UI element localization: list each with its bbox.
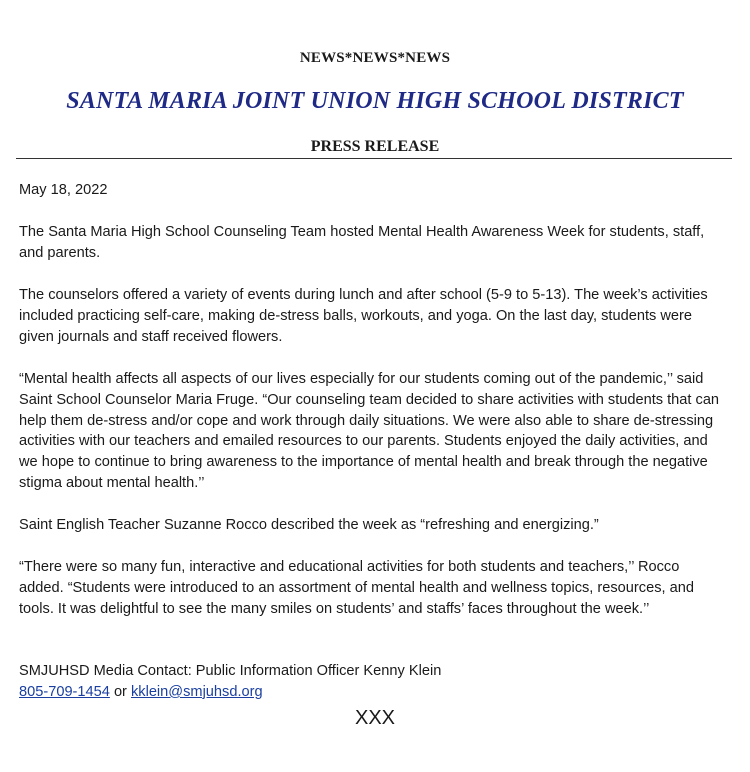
end-mark: XXX [354, 707, 396, 729]
contact-separator: or [109, 683, 131, 700]
paragraph-teacher-description: Saint English Teacher Suzanne Rocco described the week as “refreshing and energizing.” [19, 517, 599, 533]
district-title: SANTA MARIA JOINT UNION HIGH SCHOOL DISTRICT [66, 88, 684, 114]
paragraph-events: The counselors offered a variety of events during lunch and after school (5-9 to 5-13). The week’s activities included practicing self-care, making de-stress balls, workouts, and yoga. On the last day, students were given journals and staff received flowers. [19, 287, 708, 345]
media-contact-details [19, 682, 725, 703]
paragraph-counselor-quote: “Mental health affects all aspects of our lives especially for our students coming out of the pandemic,’’ said Saint School Counselor Maria Fruge. “Our counseling team decided to share activities with students that can help them de-stress and/or cope and work through daily situations. We were also able to share de-stressing activities with our teachers and emailed resources to our parents. Students enjoyed the daily activities, and we hope to continue to bring awareness to the importance of mental health and break through the negative stigma about mental health.’’ [19, 371, 720, 491]
media-contact [19, 661, 725, 703]
paragraph-teacher-quote: “There were so many fun, interactive and educational activities for both students and teachers,’’ Rocco added. “Students were introduced to an assortment of mental health and wellness topics, resources, and tools. It was delightful to see the many smiles on students’ and staffs’ faces throughout the week.’’ [19, 559, 694, 617]
email-link[interactable]: kklein@smjuhsd.org [130, 683, 263, 700]
release-date: May 18, 2022 [19, 182, 108, 198]
paragraph-intro: The Santa Maria High School Counseling Team hosted Mental Health Awareness Week for students, staff, and parents. [19, 224, 705, 261]
header-divider [16, 158, 732, 159]
press-release-heading: PRESS RELEASE [310, 138, 440, 155]
media-contact-label: SMJUHSD Media Contact: Public Information Officer Kenny Klein [19, 663, 442, 679]
news-kicker: NEWS*NEWS*NEWS [299, 50, 451, 66]
phone-link[interactable]: 805-709-1454 [19, 683, 110, 700]
